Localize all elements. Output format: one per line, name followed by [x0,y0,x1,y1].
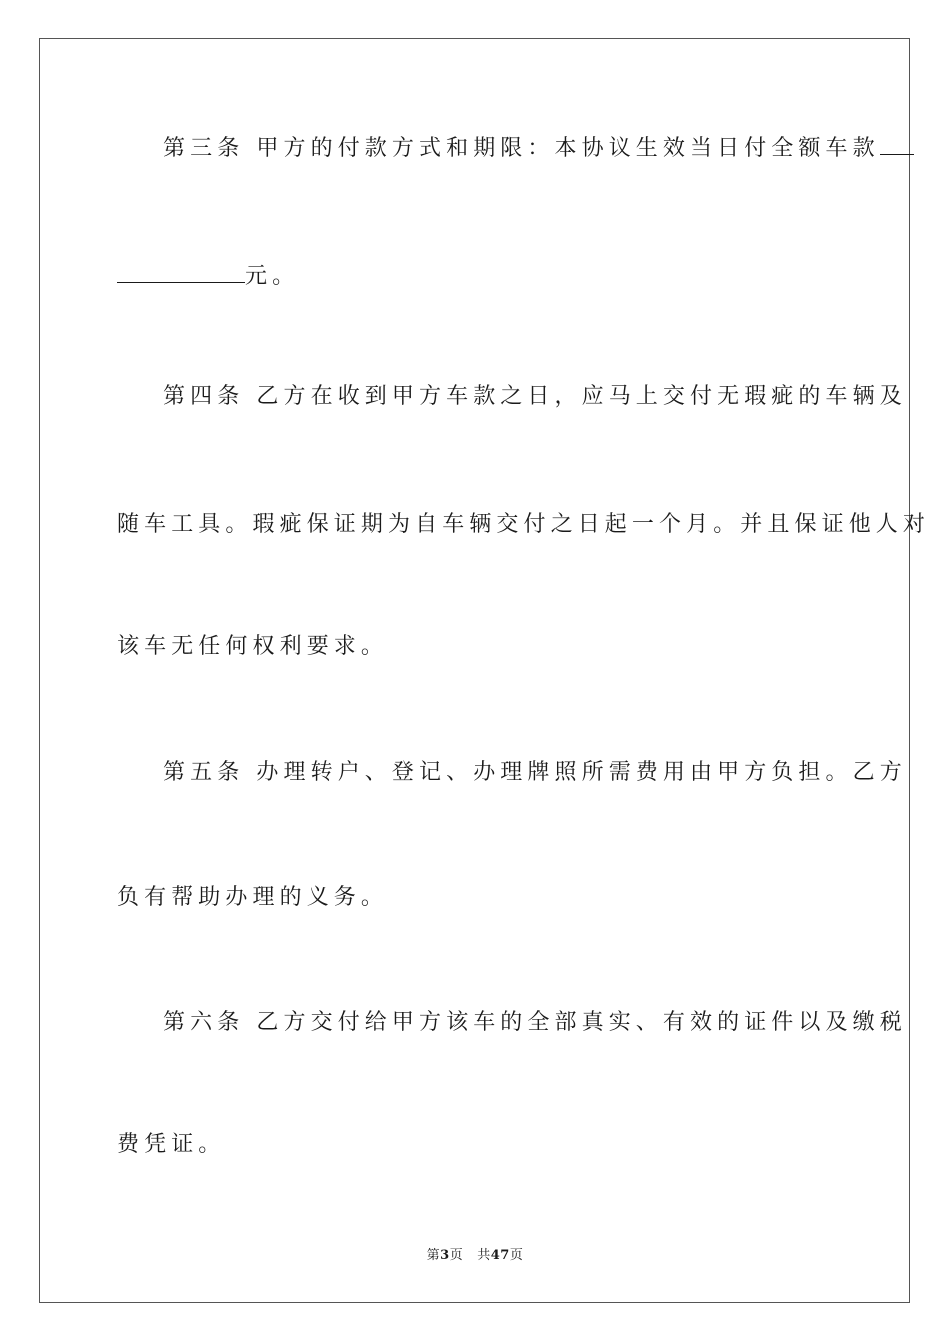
article-6-line-2: 费凭证。 [117,1132,226,1157]
article-3-line-2 [117,262,837,292]
page-footer [0,1247,950,1265]
article-4-line-1: 第四条 乙方在收到甲方车款之日，应马上交付无瑕疵的车辆及 [163,384,907,409]
article-4-line-3: 该车无任何权利要求。 [117,634,389,659]
article-3-text-end: 元。 [245,264,300,289]
page-indicator: 第3页 [426,1248,464,1263]
article-6-line-1: 第六条 乙方交付给甲方该车的全部真实、有效的证件以及缴税 [163,1010,907,1035]
amount-blank-2 [117,262,245,283]
article-3-line-1 [163,134,880,164]
article-5-line-2: 负有帮助办理的义务。 [117,885,389,910]
total-pages-indicator: 共47页 [477,1248,524,1263]
article-5-line-1: 第五条 办理转户、登记、办理牌照所需费用由甲方负担。乙方 [163,760,907,785]
page-border [39,38,931,1303]
article-3-text: 第三条 甲方的付款方式和期限：本协议生效当日付全额车款 [163,136,880,161]
article-4-line-2: 随车工具。瑕疵保证期为自车辆交付之日起一个月。并且保证他人对 [117,512,931,537]
amount-blank-1 [880,134,914,155]
